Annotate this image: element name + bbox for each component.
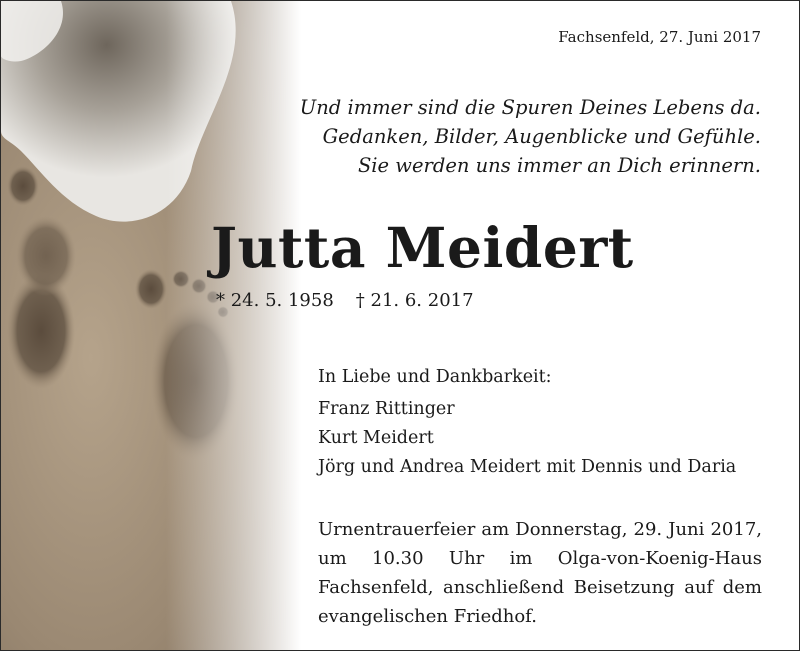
deceased-name: Jutta Meidert [211, 215, 634, 280]
mourners-block [318, 363, 736, 482]
poem-line: Gedanken, Bilder, Augenblicke und Gefühle. [322, 125, 761, 148]
poem-line: Und immer sind die Spuren Deines Lebens da. [299, 96, 761, 119]
mourner-name: Jörg und Andrea Meidert mit Dennis und Daria [318, 457, 737, 477]
mourner-name: Kurt Meidert [318, 428, 434, 448]
footprints-in-sand-photo [1, 1, 301, 650]
mourners-intro: In Liebe und Dankbarkeit: [318, 367, 552, 387]
funeral-service-info: Urnentrauerfeier am Donnerstag, 29. Juni 2017, um 10.30 Uhr im Olga-von-Koenig-Haus Fachsenfeld, anschließend Beisetzung auf dem evangelischen Friedhof. [318, 519, 762, 627]
birth-date: * 24. 5. 1958 [216, 290, 334, 311]
memorial-poem [300, 93, 761, 180]
poem-line: Sie werden uns immer an Dich erinnern. [357, 154, 761, 177]
death-date: † 21. 6. 2017 [355, 290, 474, 311]
place-and-date: Fachsenfeld, 27. Juni 2017 [558, 28, 761, 46]
mourner-name: Franz Rittinger [318, 399, 455, 419]
life-dates [216, 290, 474, 311]
